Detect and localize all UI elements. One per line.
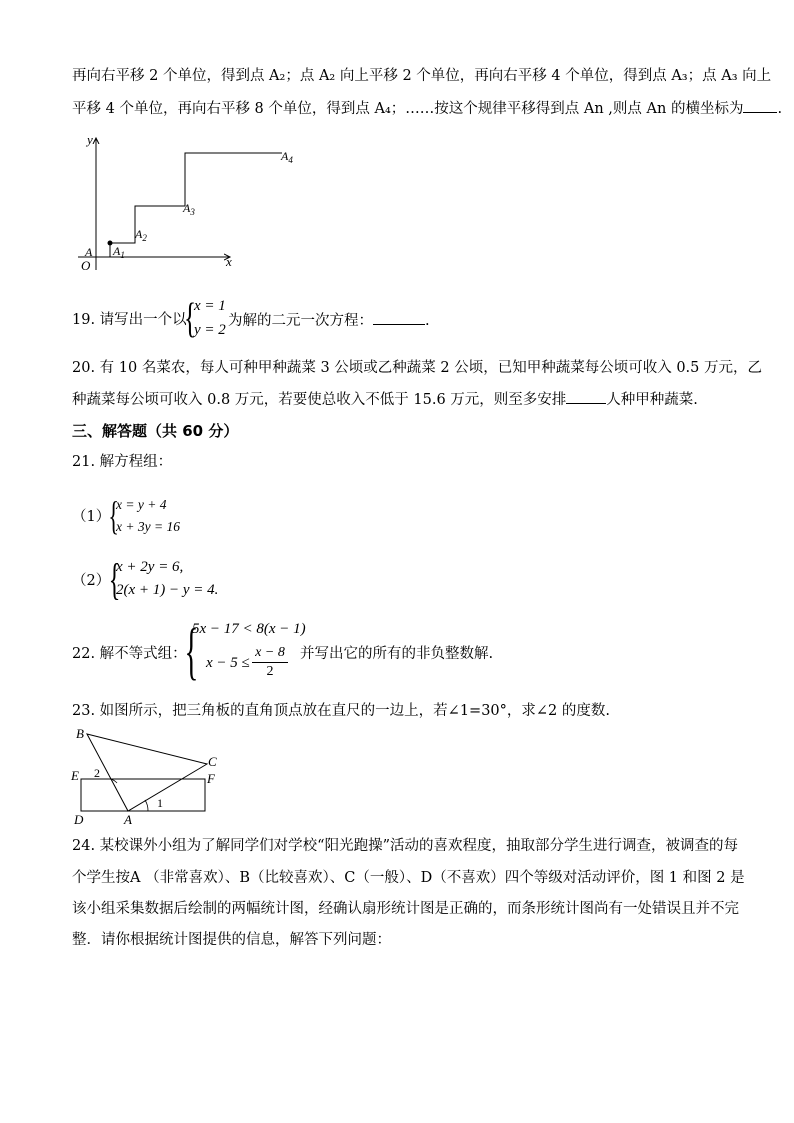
- y-axis-label: y: [87, 132, 93, 147]
- point-a3-label: $A_3$: [183, 201, 195, 217]
- q19-end: .: [425, 313, 430, 329]
- q19-text-pre: 请写出一个以: [99, 312, 187, 328]
- label-c: C: [208, 754, 217, 769]
- q22-brace: {: [184, 615, 199, 686]
- angle-1-arc: [145, 800, 148, 811]
- q22-numerator: x − 8: [255, 645, 285, 660]
- q24-line4: 整．请你根据统计图提供的信息，解答下列问题：: [72, 932, 391, 948]
- origin-label: O: [81, 258, 91, 273]
- q20-line2-end: 人种甲种蔬菜.: [606, 392, 698, 408]
- q19-text-post: 为解的二元一次方程：: [228, 313, 373, 329]
- q23-text: 23. 如图所示，把三角板的直角顶点放在直尺的一边上，若∠1=30°，求∠2 的度数.: [72, 703, 610, 719]
- ruler-triangle-figure: [70, 722, 230, 830]
- q22-label: 22. 解不等式组：: [72, 646, 187, 662]
- q20-line2: [72, 389, 698, 410]
- answer-blank-19[interactable]: [373, 310, 425, 325]
- section-3-heading: 三、解答题（共 60 分）: [72, 422, 239, 440]
- q18-line2: [72, 98, 782, 119]
- q21-part1-label: （1）: [72, 509, 111, 525]
- q19-number: 19.: [72, 312, 96, 328]
- q19-eq1: x = 1: [194, 298, 226, 314]
- q20-line1: 20. 有 10 名菜农，每人可种甲种蔬菜 3 公顷或乙种蔬菜 2 公顷，已知甲种蔬菜每公顷可收入 0.5 万元，乙: [72, 360, 762, 376]
- q21-part1-eq1: x = y + 4: [116, 497, 167, 512]
- answer-blank-18[interactable]: [743, 98, 777, 113]
- q22-eq1: 5x − 17 < 8(x − 1): [192, 621, 306, 637]
- q22-denominator: 2: [266, 664, 274, 679]
- q24-line3: 该小组采集数据后绘制的两幅统计图，经确认扇形统计图是正确的，而条形统计图尚有一处错误且并不完: [72, 901, 739, 917]
- q24-line2: 个学生按A （非常喜欢）、B（比较喜欢）、C（一般）、D（不喜欢）四个等级对活动评价，图 1 和图 2 是: [72, 870, 745, 886]
- label-b: B: [76, 726, 84, 741]
- q19-brace: {: [184, 296, 197, 342]
- q21-title: 21. 解方程组：: [72, 454, 173, 470]
- q24-line1: 24. 某校课外小组为了解同学们对学校“阳光跑操”活动的喜欢程度，抽取部分学生进行调查，被调查的每: [72, 838, 738, 854]
- label-angle-2: 2: [94, 766, 100, 780]
- angle-2-arc: [110, 779, 117, 783]
- q22-post: 并写出它的所有的非负整数解.: [300, 646, 494, 662]
- point-a2-label: $A_2$: [135, 227, 147, 243]
- point-a-label: A: [85, 245, 93, 259]
- point-a1-label: $A_1$: [113, 244, 125, 260]
- label-e: E: [71, 768, 79, 783]
- q22-eq2-left: x − 5 ≤: [206, 655, 250, 671]
- q18-line2-text: 平移 4 个单位，再向右平移 8 个单位，得到点 A₄；……按这个规律平移得到点 An ,则点 An 的横坐标为: [72, 101, 744, 117]
- staircase-path: [110, 153, 282, 257]
- staircase-figure: [70, 130, 320, 275]
- q21-part2-label: （2）: [72, 573, 111, 589]
- q18-line1: 再向右平移 2 个单位，得到点 A₂；点 A₂ 向上平移 2 个单位，再向右平移 4 个单位，得到点 A₃；点 A₃ 向上: [72, 68, 772, 84]
- q21-part1-brace: {: [108, 493, 119, 538]
- triangle: [87, 734, 207, 811]
- q19-post: [228, 310, 430, 331]
- label-f: F: [207, 771, 215, 786]
- q22-fraction: [252, 644, 288, 681]
- point-a1: [108, 241, 113, 246]
- q21-part2-brace: {: [108, 555, 121, 604]
- label-d: D: [74, 812, 84, 827]
- q21-part2-eq2: 2(x + 1) − y = 4.: [116, 582, 219, 598]
- q19: [72, 310, 187, 330]
- label-angle-1: 1: [157, 796, 163, 810]
- q18-line2-end: .: [777, 101, 783, 117]
- x-axis-label: x: [226, 254, 232, 269]
- label-a: A: [124, 812, 132, 827]
- ruler: [81, 779, 205, 811]
- answer-blank-20[interactable]: [566, 389, 606, 404]
- q20-line2-text: 种蔬菜每公顷可收入 0.8 万元，若要使总收入不低于 15.6 万元，则至多安排: [72, 392, 567, 408]
- q21-part1-eq2: x + 3y = 16: [116, 519, 180, 534]
- q19-eq2: y = 2: [194, 322, 226, 338]
- point-a4-label: $A_4$: [281, 149, 293, 165]
- q21-part2-eq1: x + 2y = 6,: [116, 559, 184, 575]
